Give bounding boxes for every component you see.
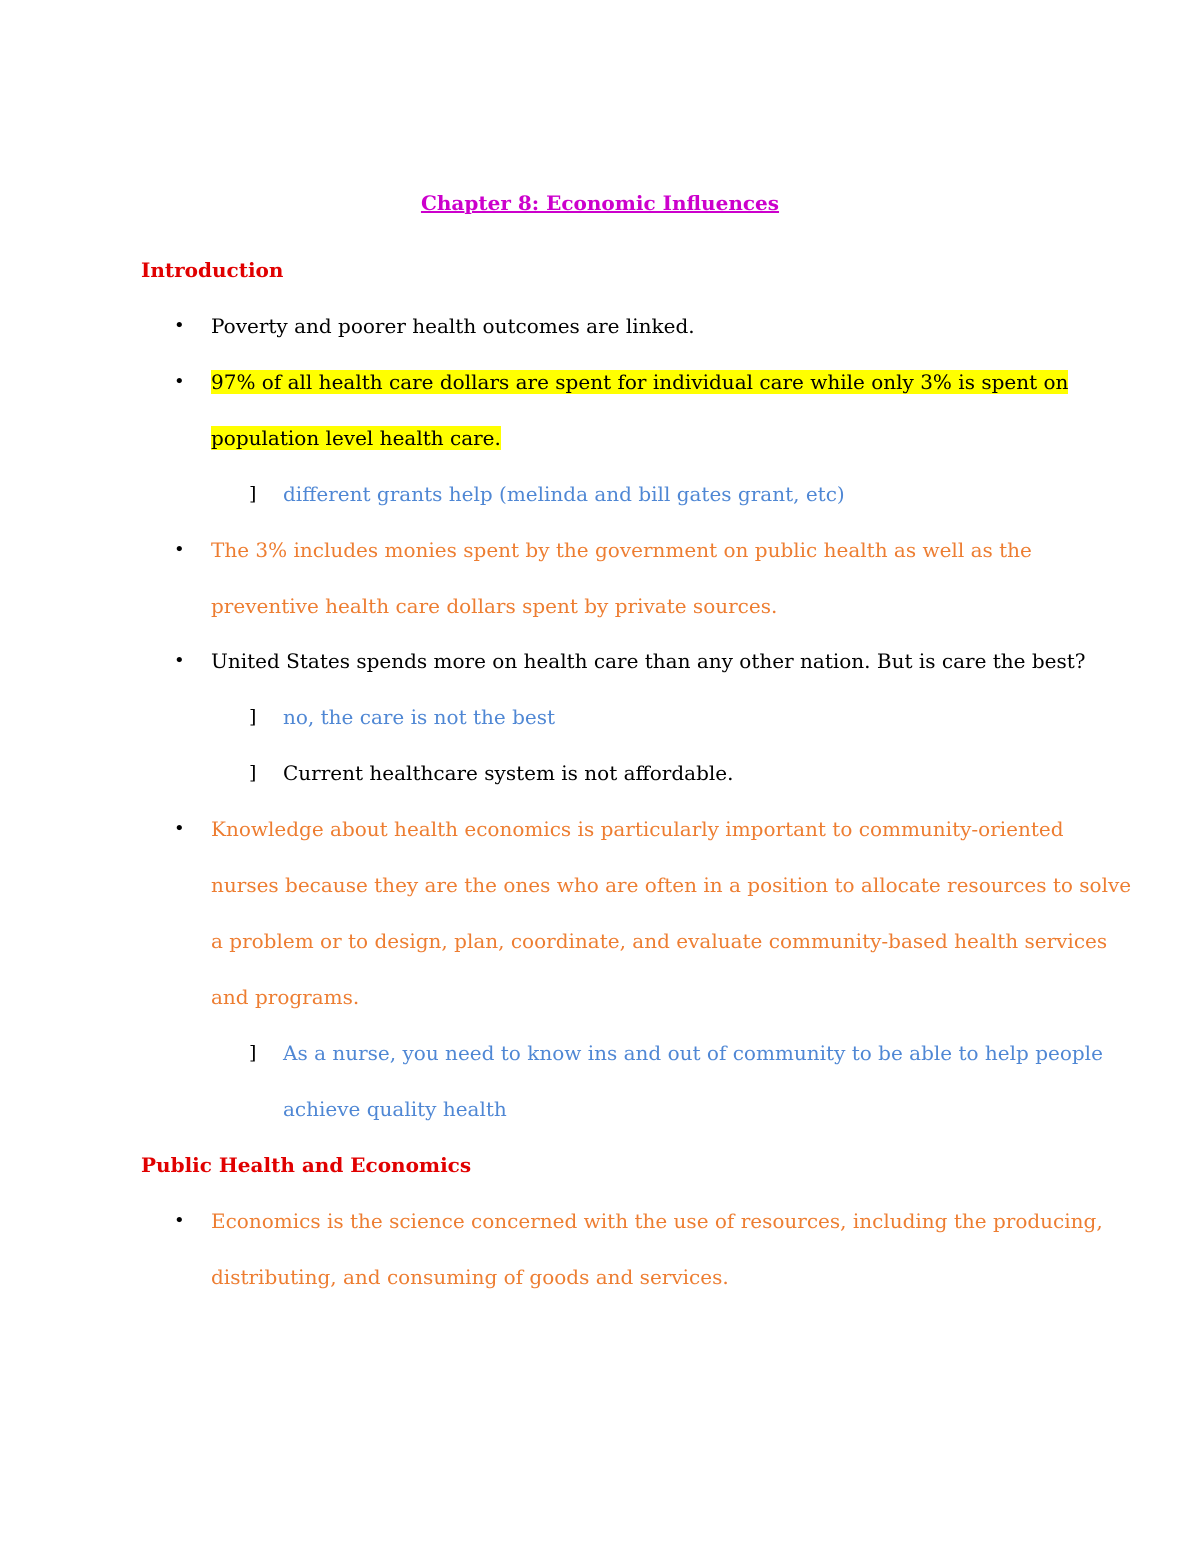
bullet-icon: • xyxy=(174,1210,185,1231)
intro-item-5-line-1: Knowledge about health economics is particularly important to community-oriented xyxy=(211,817,1064,841)
sub-bullet-icon: ] xyxy=(249,1042,257,1064)
intro-sub-item-care-not-best: no, the care is not the best xyxy=(283,705,556,729)
intro-item-5-line-3: a problem or to design, plan, coordinate, and evaluate community-based health services xyxy=(211,929,1108,953)
chapter-title: Chapter 8: Economic Influences xyxy=(420,191,780,215)
intro-sub-item-grants: different grants help (melinda and bill gates grant, etc) xyxy=(283,482,845,506)
section-heading-public-health-economics: Public Health and Economics xyxy=(141,1153,472,1177)
intro-sub-item-nurse-line-1: As a nurse, you need to know ins and out of community to be able to help people xyxy=(283,1041,1103,1065)
intro-item-2-line-2 xyxy=(211,424,501,452)
bullet-icon: • xyxy=(174,371,185,392)
highlighted-text: 97% of all health care dollars are spent for individual care while only 3% is spent on xyxy=(211,370,1069,394)
intro-sub-item-not-affordable: Current healthcare system is not affordable. xyxy=(283,761,734,785)
intro-item-3-line-1: The 3% includes monies spent by the government on public health as well as the xyxy=(211,538,1032,562)
sub-bullet-icon: ] xyxy=(249,706,257,728)
intro-sub-item-nurse-line-2: achieve quality health xyxy=(283,1097,507,1121)
economics-item-1-line-1: Economics is the science concerned with the use of resources, including the producing, xyxy=(211,1209,1103,1233)
section-heading-introduction: Introduction xyxy=(141,258,284,282)
highlighted-text: population level health care. xyxy=(211,426,501,450)
bullet-icon: • xyxy=(174,818,185,839)
intro-item-4: United States spends more on health care than any other nation. But is care the best? xyxy=(211,649,1086,673)
intro-item-2-line-1 xyxy=(211,368,1068,396)
bullet-icon: • xyxy=(174,539,185,560)
intro-item-3-line-2: preventive health care dollars spent by private sources. xyxy=(211,594,778,618)
intro-item-1: Poverty and poorer health outcomes are linked. xyxy=(211,314,695,338)
bullet-icon: • xyxy=(174,315,185,336)
economics-item-1-line-2: distributing, and consuming of goods and services. xyxy=(211,1265,729,1289)
intro-item-5-line-4: and programs. xyxy=(211,985,360,1009)
bullet-icon: • xyxy=(174,650,185,671)
intro-item-5-line-2: nurses because they are the ones who are often in a position to allocate resources to solve xyxy=(211,873,1132,897)
sub-bullet-icon: ] xyxy=(249,762,257,784)
sub-bullet-icon: ] xyxy=(249,483,257,505)
